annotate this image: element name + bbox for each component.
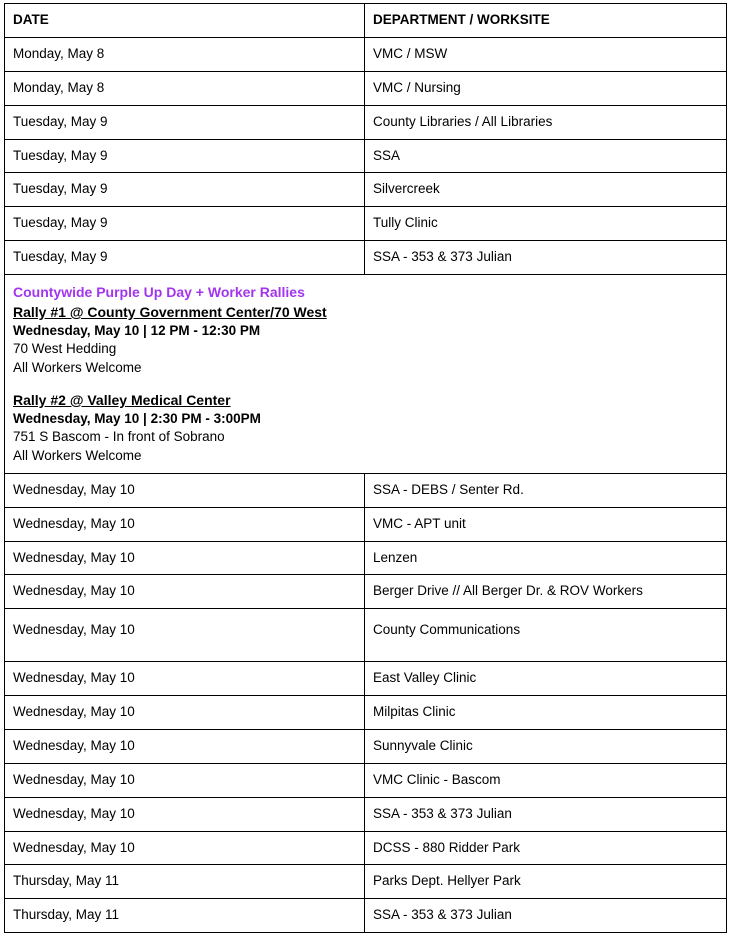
cell-date: Tuesday, May 9 bbox=[5, 241, 365, 275]
column-header-department: DEPARTMENT / WORKSITE bbox=[365, 4, 727, 38]
rally-block-spacer bbox=[13, 377, 718, 390]
cell-department: VMC / MSW bbox=[365, 37, 727, 71]
cell-date: Wednesday, May 10 bbox=[5, 729, 365, 763]
cell-department: East Valley Clinic bbox=[365, 662, 727, 696]
rally2-when: Wednesday, May 10 | 2:30 PM - 3:00PM bbox=[13, 411, 261, 427]
table-row bbox=[5, 899, 727, 933]
cell-date: Tuesday, May 9 bbox=[5, 173, 365, 207]
cell-date: Wednesday, May 10 bbox=[5, 662, 365, 696]
table-header bbox=[5, 4, 727, 38]
cell-date: Wednesday, May 10 bbox=[5, 797, 365, 831]
cell-department: Tully Clinic bbox=[365, 207, 727, 241]
cell-department: SSA - 353 & 373 Julian bbox=[365, 241, 727, 275]
rally2-heading: Rally #2 @ Valley Medical Center bbox=[13, 391, 231, 408]
rally1-address: 70 West Hedding bbox=[13, 341, 117, 357]
cell-date: Wednesday, May 10 bbox=[5, 609, 365, 662]
cell-date: Monday, May 8 bbox=[5, 37, 365, 71]
table-row bbox=[5, 207, 727, 241]
cell-date: Wednesday, May 10 bbox=[5, 763, 365, 797]
table-row bbox=[5, 575, 727, 609]
rally1-note: All Workers Welcome bbox=[13, 359, 142, 375]
cell-department: Milpitas Clinic bbox=[365, 696, 727, 730]
cell-department: SSA - 353 & 373 Julian bbox=[365, 797, 727, 831]
cell-department: DCSS - 880 Ridder Park bbox=[365, 831, 727, 865]
cell-date: Thursday, May 11 bbox=[5, 899, 365, 933]
cell-department: Berger Drive // All Berger Dr. & ROV Workers bbox=[365, 575, 727, 609]
table-header-row bbox=[5, 4, 727, 38]
cell-department: VMC / Nursing bbox=[365, 71, 727, 105]
table-row bbox=[5, 139, 727, 173]
cell-department: Parks Dept. Hellyer Park bbox=[365, 865, 727, 899]
table-row bbox=[5, 831, 727, 865]
cell-department: Sunnyvale Clinic bbox=[365, 729, 727, 763]
cell-date: Wednesday, May 10 bbox=[5, 541, 365, 575]
cell-date: Wednesday, May 10 bbox=[5, 507, 365, 541]
table-body bbox=[5, 37, 727, 932]
table-row bbox=[5, 71, 727, 105]
cell-date: Thursday, May 11 bbox=[5, 865, 365, 899]
rally2-address: 751 S Bascom - In front of Sobrano bbox=[13, 429, 225, 445]
table-row bbox=[5, 865, 727, 899]
table-row bbox=[5, 105, 727, 139]
table-row bbox=[5, 696, 727, 730]
column-header-date: DATE bbox=[5, 4, 365, 38]
cell-date: Tuesday, May 9 bbox=[5, 139, 365, 173]
cell-date: Wednesday, May 10 bbox=[5, 575, 365, 609]
table-row bbox=[5, 662, 727, 696]
table-row bbox=[5, 609, 727, 662]
cell-date: Wednesday, May 10 bbox=[5, 473, 365, 507]
rally-block-title: Countywide Purple Up Day + Worker Rallies bbox=[13, 284, 305, 300]
rally-announcement-cell bbox=[5, 275, 727, 474]
table-row bbox=[5, 729, 727, 763]
table-row bbox=[5, 763, 727, 797]
cell-department: Lenzen bbox=[365, 541, 727, 575]
table-row bbox=[5, 173, 727, 207]
rally-announcement-row bbox=[5, 275, 727, 474]
cell-date: Tuesday, May 9 bbox=[5, 105, 365, 139]
cell-department: SSA - DEBS / Senter Rd. bbox=[365, 473, 727, 507]
table-row bbox=[5, 507, 727, 541]
cell-department: SSA - 353 & 373 Julian bbox=[365, 899, 727, 933]
cell-department: Silvercreek bbox=[365, 173, 727, 207]
cell-department: County Libraries / All Libraries bbox=[365, 105, 727, 139]
table-row bbox=[5, 241, 727, 275]
schedule-table bbox=[4, 3, 727, 933]
table-row bbox=[5, 37, 727, 71]
cell-department: VMC Clinic - Bascom bbox=[365, 763, 727, 797]
cell-date: Wednesday, May 10 bbox=[5, 831, 365, 865]
rally1-when: Wednesday, May 10 | 12 PM - 12:30 PM bbox=[13, 323, 261, 339]
cell-department: County Communications bbox=[365, 609, 727, 662]
cell-date: Wednesday, May 10 bbox=[5, 696, 365, 730]
cell-department: VMC - APT unit bbox=[365, 507, 727, 541]
table-row bbox=[5, 473, 727, 507]
table-row bbox=[5, 541, 727, 575]
cell-date: Tuesday, May 9 bbox=[5, 207, 365, 241]
table-row bbox=[5, 797, 727, 831]
rally1-heading: Rally #1 @ County Government Center/70 West bbox=[13, 303, 327, 320]
rally2-note: All Workers Welcome bbox=[13, 447, 142, 463]
cell-department: SSA bbox=[365, 139, 727, 173]
cell-date: Monday, May 8 bbox=[5, 71, 365, 105]
